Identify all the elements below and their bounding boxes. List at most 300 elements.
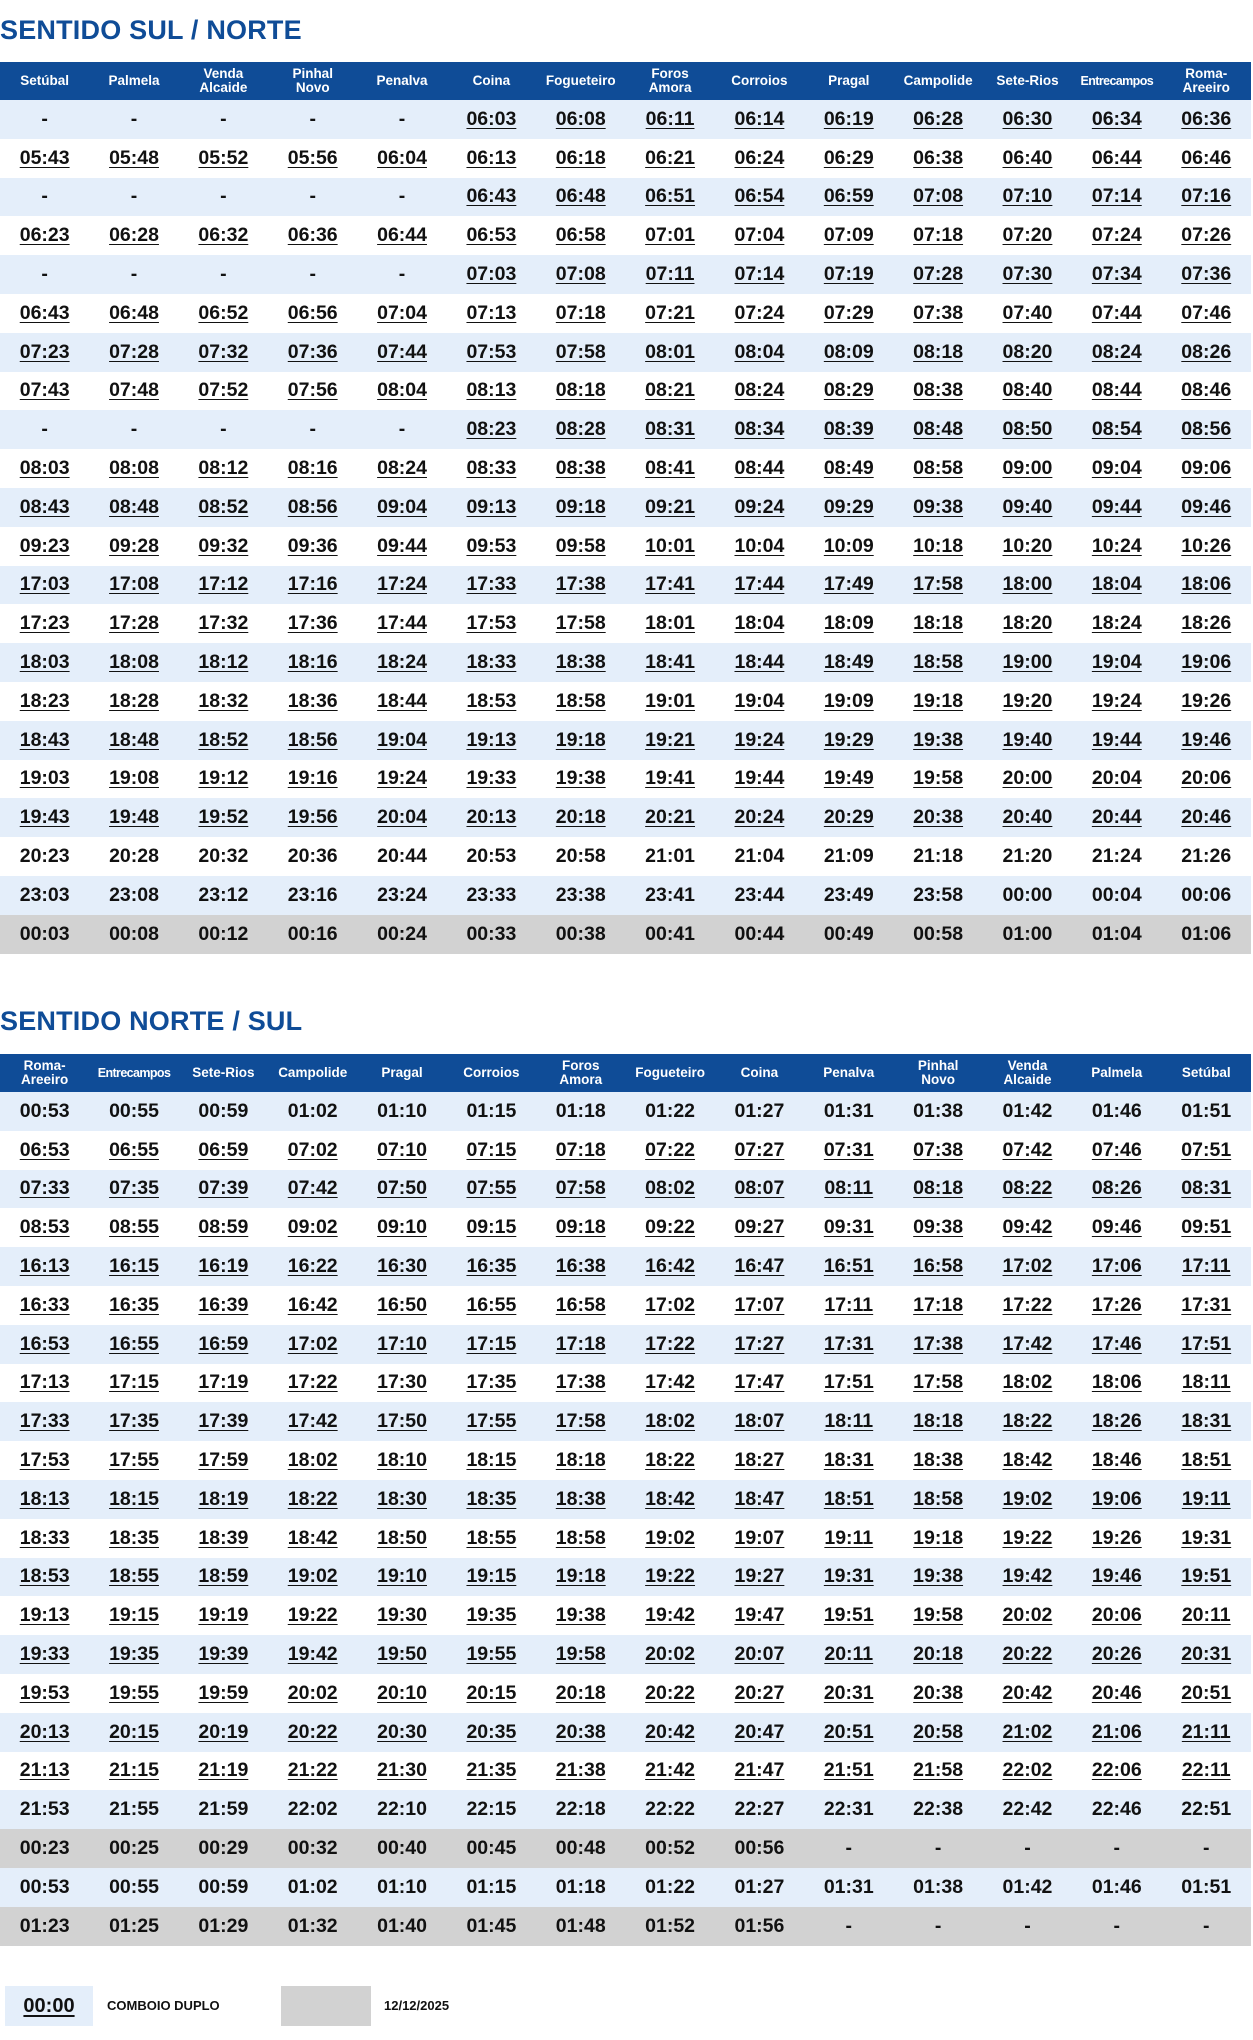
time-cell: 21:47 <box>715 1752 804 1791</box>
station-header: Penalva <box>357 62 446 100</box>
time-cell: 01:22 <box>625 1092 714 1131</box>
time-cell: 10:18 <box>893 527 982 566</box>
time-cell: 19:01 <box>625 682 714 721</box>
time-cell: 08:52 <box>179 488 268 527</box>
time-cell: 20:58 <box>536 837 625 876</box>
time-cell: 07:01 <box>625 216 714 255</box>
time-cell: 09:44 <box>1072 488 1161 527</box>
legend <box>0 1986 1253 2026</box>
time-cell: 07:33 <box>0 1170 89 1209</box>
time-cell: 19:59 <box>179 1674 268 1713</box>
schedule-table-norte-sul <box>0 1054 1251 1946</box>
time-cell: 06:53 <box>0 1131 89 1170</box>
time-cell: 17:22 <box>983 1286 1072 1325</box>
time-cell: 19:38 <box>536 1596 625 1635</box>
time-cell: - <box>0 178 89 217</box>
time-cell: 19:35 <box>447 1596 536 1635</box>
time-cell: 08:38 <box>893 372 982 411</box>
time-cell: 21:53 <box>0 1790 89 1829</box>
time-cell: 00:32 <box>268 1829 357 1868</box>
time-cell: 17:11 <box>804 1286 893 1325</box>
time-cell: 06:19 <box>804 100 893 139</box>
time-cell: 23:16 <box>268 876 357 915</box>
time-cell: 07:35 <box>89 1170 178 1209</box>
time-cell: 20:00 <box>983 760 1072 799</box>
time-cell: 07:40 <box>983 294 1072 333</box>
time-cell: 22:10 <box>357 1790 446 1829</box>
time-cell: 09:18 <box>536 1208 625 1247</box>
time-cell: 18:04 <box>1072 566 1161 605</box>
time-cell: 07:38 <box>893 1131 982 1170</box>
time-cell: 09:23 <box>0 527 89 566</box>
station-header: Foros Amora <box>625 62 714 100</box>
time-cell: 21:02 <box>983 1713 1072 1752</box>
time-cell: 00:58 <box>893 915 982 954</box>
time-cell: 06:18 <box>536 139 625 178</box>
time-cell: 09:10 <box>357 1208 446 1247</box>
time-cell: 21:42 <box>625 1752 714 1791</box>
time-cell: 19:42 <box>625 1596 714 1635</box>
time-cell: 17:49 <box>804 566 893 605</box>
time-cell: - <box>268 255 357 294</box>
time-cell: 08:03 <box>0 449 89 488</box>
station-header: Setúbal <box>0 62 89 100</box>
time-cell: 01:10 <box>357 1868 446 1907</box>
time-cell: 17:31 <box>1161 1286 1251 1325</box>
time-cell: 17:27 <box>715 1325 804 1364</box>
time-cell: 20:19 <box>179 1713 268 1752</box>
time-cell: 22:46 <box>1072 1790 1161 1829</box>
table-row <box>0 1286 1251 1325</box>
time-cell: 08:13 <box>447 372 536 411</box>
time-cell: 18:30 <box>357 1480 446 1519</box>
station-header: Campolide <box>268 1054 357 1092</box>
time-cell: 06:43 <box>0 294 89 333</box>
time-cell: 06:54 <box>715 178 804 217</box>
time-cell: 18:19 <box>179 1480 268 1519</box>
time-cell: 21:06 <box>1072 1713 1161 1752</box>
time-cell: 21:11 <box>1161 1713 1251 1752</box>
table-row <box>0 566 1251 605</box>
time-cell: 08:07 <box>715 1170 804 1209</box>
time-cell: 08:44 <box>715 449 804 488</box>
time-cell: 19:39 <box>179 1635 268 1674</box>
time-cell: 20:40 <box>983 798 1072 837</box>
time-cell: 17:36 <box>268 604 357 643</box>
time-cell: 17:55 <box>89 1441 178 1480</box>
time-cell: 18:51 <box>1161 1441 1251 1480</box>
time-cell: 00:49 <box>804 915 893 954</box>
time-cell: 06:32 <box>179 216 268 255</box>
table-row <box>0 178 1251 217</box>
time-cell: 09:22 <box>625 1208 714 1247</box>
time-cell: 20:06 <box>1072 1596 1161 1635</box>
station-header: Coina <box>715 1054 804 1092</box>
table-row <box>0 1674 1251 1713</box>
time-cell: 17:33 <box>447 566 536 605</box>
time-cell: 18:58 <box>536 682 625 721</box>
time-cell: 19:30 <box>357 1596 446 1635</box>
header-row <box>0 1054 1251 1092</box>
time-cell: 18:16 <box>268 643 357 682</box>
time-cell: 18:41 <box>625 643 714 682</box>
time-cell: 18:56 <box>268 721 357 760</box>
time-cell: 17:18 <box>893 1286 982 1325</box>
time-cell: 20:13 <box>0 1713 89 1752</box>
time-cell: 20:27 <box>715 1674 804 1713</box>
time-cell: 01:48 <box>536 1907 625 1946</box>
time-cell: 20:18 <box>893 1635 982 1674</box>
time-cell: 06:11 <box>625 100 714 139</box>
time-cell: 08:28 <box>536 410 625 449</box>
time-cell: 18:26 <box>1072 1402 1161 1441</box>
time-cell: 01:51 <box>1161 1092 1251 1131</box>
time-cell: 18:18 <box>893 604 982 643</box>
time-cell: 06:53 <box>447 216 536 255</box>
time-cell: 10:20 <box>983 527 1072 566</box>
time-cell: 21:04 <box>715 837 804 876</box>
time-cell: 00:53 <box>0 1092 89 1131</box>
time-cell: 19:18 <box>893 682 982 721</box>
station-header: Setúbal <box>1161 1054 1251 1092</box>
time-cell: 08:16 <box>268 449 357 488</box>
time-cell: 19:46 <box>1072 1558 1161 1597</box>
table-row <box>0 1790 1251 1829</box>
time-cell: 18:44 <box>357 682 446 721</box>
time-cell: 07:30 <box>983 255 1072 294</box>
time-cell: 20:44 <box>1072 798 1161 837</box>
time-cell: 01:18 <box>536 1868 625 1907</box>
time-cell: 05:56 <box>268 139 357 178</box>
time-cell: 19:46 <box>1161 721 1251 760</box>
time-cell: 18:44 <box>715 643 804 682</box>
time-cell: 19:11 <box>804 1519 893 1558</box>
time-cell: 17:41 <box>625 566 714 605</box>
time-cell: 23:12 <box>179 876 268 915</box>
time-cell: 00:52 <box>625 1829 714 1868</box>
time-cell: 07:24 <box>715 294 804 333</box>
time-cell: 00:08 <box>89 915 178 954</box>
time-cell: 06:14 <box>715 100 804 139</box>
time-cell: 20:06 <box>1161 760 1251 799</box>
time-cell: 06:40 <box>983 139 1072 178</box>
time-cell: 22:02 <box>983 1752 1072 1791</box>
time-cell: 19:15 <box>447 1558 536 1597</box>
time-cell: 07:08 <box>893 178 982 217</box>
time-cell: 19:04 <box>1072 643 1161 682</box>
station-header: Pragal <box>804 62 893 100</box>
time-cell: 07:38 <box>893 294 982 333</box>
time-cell: - <box>89 178 178 217</box>
time-cell: 00:40 <box>357 1829 446 1868</box>
time-cell: 18:46 <box>1072 1441 1161 1480</box>
time-cell: 07:04 <box>357 294 446 333</box>
time-cell: 00:48 <box>536 1829 625 1868</box>
table-row <box>0 1247 1251 1286</box>
time-cell: 21:13 <box>0 1752 89 1791</box>
time-cell: 07:48 <box>89 372 178 411</box>
time-cell: - <box>179 410 268 449</box>
time-cell: 10:04 <box>715 527 804 566</box>
time-cell: 20:32 <box>179 837 268 876</box>
time-cell: - <box>1161 1907 1251 1946</box>
time-cell: 17:13 <box>0 1364 89 1403</box>
time-cell: 18:59 <box>179 1558 268 1597</box>
time-cell: 20:22 <box>625 1674 714 1713</box>
time-cell: 17:38 <box>893 1325 982 1364</box>
time-cell: 00:25 <box>89 1829 178 1868</box>
time-cell: 20:22 <box>268 1713 357 1752</box>
time-cell: 01:42 <box>983 1868 1072 1907</box>
time-cell: - <box>357 410 446 449</box>
time-cell: 19:06 <box>1161 643 1251 682</box>
time-cell: - <box>357 255 446 294</box>
time-cell: 19:51 <box>1161 1558 1251 1597</box>
time-cell: 18:13 <box>0 1480 89 1519</box>
time-cell: 19:47 <box>715 1596 804 1635</box>
time-cell: 17:51 <box>804 1364 893 1403</box>
time-cell: - <box>1072 1829 1161 1868</box>
time-cell: 18:51 <box>804 1480 893 1519</box>
time-cell: 06:48 <box>536 178 625 217</box>
time-cell: 16:53 <box>0 1325 89 1364</box>
time-cell: 19:22 <box>625 1558 714 1597</box>
time-cell: 23:38 <box>536 876 625 915</box>
table-row <box>0 1170 1251 1209</box>
time-cell: 17:15 <box>89 1364 178 1403</box>
time-cell: 20:51 <box>1161 1674 1251 1713</box>
time-cell: 08:49 <box>804 449 893 488</box>
time-cell: 06:36 <box>1161 100 1251 139</box>
time-cell: 08:38 <box>536 449 625 488</box>
time-cell: 19:44 <box>1072 721 1161 760</box>
time-cell: 07:08 <box>536 255 625 294</box>
time-cell: 17:51 <box>1161 1325 1251 1364</box>
time-cell: 16:19 <box>179 1247 268 1286</box>
time-cell: 07:36 <box>268 333 357 372</box>
time-cell: 17:44 <box>357 604 446 643</box>
time-cell: 20:18 <box>536 1674 625 1713</box>
station-header: Entrecampos <box>1072 62 1161 100</box>
time-cell: 19:18 <box>536 1558 625 1597</box>
time-cell: 08:53 <box>0 1208 89 1247</box>
time-cell: 07:51 <box>1161 1131 1251 1170</box>
time-cell: 06:59 <box>804 178 893 217</box>
time-cell: 10:09 <box>804 527 893 566</box>
time-cell: 22:06 <box>1072 1752 1161 1791</box>
time-cell: 01:31 <box>804 1868 893 1907</box>
time-cell: 00:16 <box>268 915 357 954</box>
time-cell: 21:19 <box>179 1752 268 1791</box>
time-cell: 09:38 <box>893 488 982 527</box>
time-cell: 01:06 <box>1161 915 1251 954</box>
time-cell: 07:19 <box>804 255 893 294</box>
time-cell: 17:15 <box>447 1325 536 1364</box>
title-sul-norte: SENTIDO SUL / NORTE <box>0 15 302 45</box>
time-cell: 19:31 <box>804 1558 893 1597</box>
time-cell: 17:22 <box>625 1325 714 1364</box>
time-cell: 19:44 <box>715 760 804 799</box>
time-cell: 06:58 <box>536 216 625 255</box>
time-cell: 07:58 <box>536 333 625 372</box>
time-cell: 22:02 <box>268 1790 357 1829</box>
time-cell: - <box>89 255 178 294</box>
station-header: Corroios <box>715 62 804 100</box>
time-cell: 06:08 <box>536 100 625 139</box>
time-cell: 07:11 <box>625 255 714 294</box>
time-cell: 19:48 <box>89 798 178 837</box>
time-cell: 19:29 <box>804 721 893 760</box>
table-row <box>0 721 1251 760</box>
time-cell: 22:22 <box>625 1790 714 1829</box>
time-cell: 07:44 <box>1072 294 1161 333</box>
time-cell: 20:36 <box>268 837 357 876</box>
time-cell: 07:39 <box>179 1170 268 1209</box>
time-cell: 17:07 <box>715 1286 804 1325</box>
time-cell: 09:46 <box>1161 488 1251 527</box>
time-cell: 09:06 <box>1161 449 1251 488</box>
time-cell: 01:04 <box>1072 915 1161 954</box>
time-cell: 08:59 <box>179 1208 268 1247</box>
time-cell: 01:56 <box>715 1907 804 1946</box>
time-cell: 18:23 <box>0 682 89 721</box>
time-cell: 18:27 <box>715 1441 804 1480</box>
time-cell: 06:44 <box>357 216 446 255</box>
time-cell: 20:38 <box>536 1713 625 1752</box>
time-cell: 18:38 <box>893 1441 982 1480</box>
station-header: Foros Amora <box>536 1054 625 1092</box>
time-cell: 06:46 <box>1161 139 1251 178</box>
time-cell: 21:38 <box>536 1752 625 1791</box>
time-cell: 19:04 <box>715 682 804 721</box>
time-cell: 20:30 <box>357 1713 446 1752</box>
time-cell: 17:18 <box>536 1325 625 1364</box>
time-cell: 18:11 <box>804 1402 893 1441</box>
time-cell: 07:43 <box>0 372 89 411</box>
time-cell: 16:59 <box>179 1325 268 1364</box>
time-cell: 08:02 <box>625 1170 714 1209</box>
time-cell: - <box>268 100 357 139</box>
time-cell: 17:23 <box>0 604 89 643</box>
time-cell: 17:33 <box>0 1402 89 1441</box>
time-cell: 19:20 <box>983 682 1072 721</box>
time-cell: 20:21 <box>625 798 714 837</box>
station-header: Fogueteiro <box>536 62 625 100</box>
time-cell: 07:27 <box>715 1131 804 1170</box>
time-cell: - <box>983 1829 1072 1868</box>
time-cell: 17:10 <box>357 1325 446 1364</box>
station-header: Entrecampos <box>89 1054 178 1092</box>
station-header: Corroios <box>447 1054 536 1092</box>
table-row <box>0 100 1251 139</box>
time-cell: - <box>893 1829 982 1868</box>
time-cell: 18:15 <box>447 1441 536 1480</box>
time-cell: 09:02 <box>268 1208 357 1247</box>
time-cell: 01:27 <box>715 1868 804 1907</box>
time-cell: 09:04 <box>1072 449 1161 488</box>
time-cell: 17:22 <box>268 1364 357 1403</box>
time-cell: 09:36 <box>268 527 357 566</box>
time-cell: 08:46 <box>1161 372 1251 411</box>
time-cell: 00:03 <box>0 915 89 954</box>
time-cell: 19:04 <box>357 721 446 760</box>
time-cell: 07:56 <box>268 372 357 411</box>
time-cell: 23:41 <box>625 876 714 915</box>
time-cell: 19:02 <box>625 1519 714 1558</box>
table-row <box>0 1829 1251 1868</box>
time-cell: 18:24 <box>357 643 446 682</box>
table-row <box>0 1325 1251 1364</box>
time-cell: 17:02 <box>268 1325 357 1364</box>
time-cell: 21:35 <box>447 1752 536 1791</box>
time-cell: 20:35 <box>447 1713 536 1752</box>
time-cell: 07:42 <box>983 1131 1072 1170</box>
time-cell: 07:29 <box>804 294 893 333</box>
time-cell: 18:10 <box>357 1441 446 1480</box>
time-cell: 07:02 <box>268 1131 357 1170</box>
time-cell: 08:23 <box>447 410 536 449</box>
time-cell: 19:33 <box>447 760 536 799</box>
time-cell: 07:44 <box>357 333 446 372</box>
time-cell: 17:55 <box>447 1402 536 1441</box>
time-cell: 20:24 <box>715 798 804 837</box>
time-cell: - <box>804 1907 893 1946</box>
table-row <box>0 1131 1251 1170</box>
time-cell: 00:29 <box>179 1829 268 1868</box>
time-cell: 19:42 <box>983 1558 1072 1597</box>
table-row <box>0 1480 1251 1519</box>
time-cell: 16:30 <box>357 1247 446 1286</box>
time-cell: 18:32 <box>179 682 268 721</box>
time-cell: 17:53 <box>0 1441 89 1480</box>
time-cell: 19:24 <box>715 721 804 760</box>
time-cell: 19:18 <box>536 721 625 760</box>
station-header: Fogueteiro <box>625 1054 714 1092</box>
time-cell: 08:48 <box>893 410 982 449</box>
time-cell: 08:21 <box>625 372 714 411</box>
time-cell: 17:11 <box>1161 1247 1251 1286</box>
time-cell: - <box>357 178 446 217</box>
time-cell: 20:44 <box>357 837 446 876</box>
time-cell: 08:34 <box>715 410 804 449</box>
time-cell: 18:53 <box>0 1558 89 1597</box>
time-cell: 08:04 <box>357 372 446 411</box>
time-cell: 19:22 <box>983 1519 1072 1558</box>
time-cell: 20:04 <box>1072 760 1161 799</box>
station-header: Roma- Areeiro <box>1161 62 1251 100</box>
time-cell: 19:42 <box>268 1635 357 1674</box>
time-cell: 18:22 <box>983 1402 1072 1441</box>
station-header: Pinhal Novo <box>893 1054 982 1092</box>
time-cell: 08:24 <box>715 372 804 411</box>
table-row <box>0 604 1251 643</box>
time-cell: 19:06 <box>1072 1480 1161 1519</box>
time-cell: 18:08 <box>89 643 178 682</box>
time-cell: 07:03 <box>447 255 536 294</box>
time-cell: 07:22 <box>625 1131 714 1170</box>
station-header: Sete-Rios <box>983 62 1072 100</box>
time-cell: 20:04 <box>357 798 446 837</box>
time-cell: 06:23 <box>0 216 89 255</box>
time-cell: 16:33 <box>0 1286 89 1325</box>
time-cell: 18:11 <box>1161 1364 1251 1403</box>
time-cell: 08:33 <box>447 449 536 488</box>
time-cell: 20:31 <box>804 1674 893 1713</box>
time-cell: 07:53 <box>447 333 536 372</box>
time-cell: 21:20 <box>983 837 1072 876</box>
time-cell: 09:13 <box>447 488 536 527</box>
time-cell: 09:21 <box>625 488 714 527</box>
